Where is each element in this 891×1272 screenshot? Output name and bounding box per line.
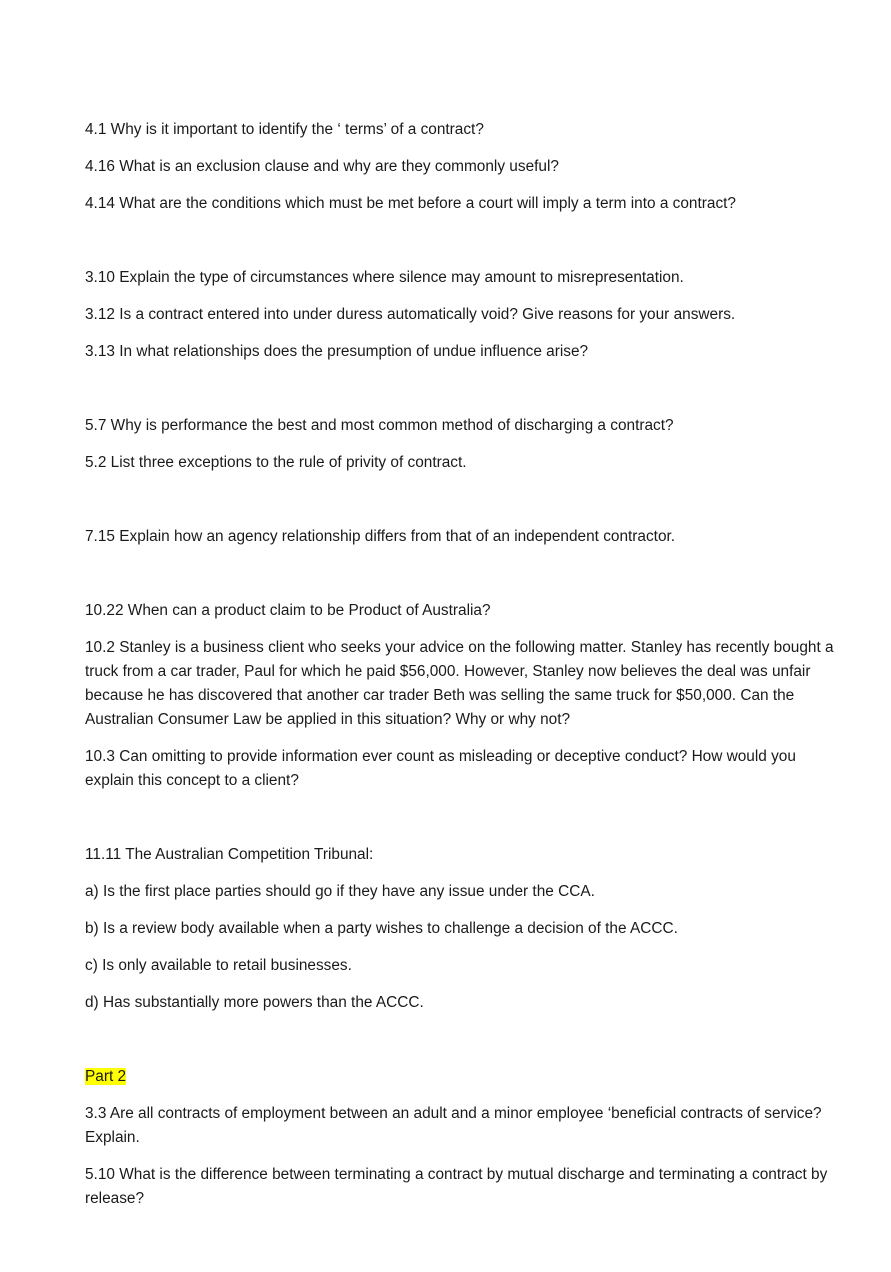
question-5-10: 5.10 What is the difference between terminating a contract by mutual discharge and terminating a contract by release?	[85, 1166, 828, 1207]
question-3-3: 3.3 Are all contracts of employment between an adult and a minor employee ‘beneficial contracts of service? Explain.	[85, 1105, 822, 1146]
question-4-14: 4.14 What are the conditions which must be met before a court will imply a term into a contract?	[85, 195, 736, 212]
part-2-highlight: Part 2	[85, 1068, 127, 1085]
question-10-22: 10.22 When can a product claim to be Product of Australia?	[85, 602, 491, 619]
option-b: b) Is a review body available when a party wishes to challenge a decision of the ACCC.	[85, 920, 678, 937]
question-10-2: 10.2 Stanley is a business client who seeks your advice on the following matter. Stanley has recently bought a truck from a car trader, Paul for which he paid $56,000. However, Stanley now believes the deal was unfair because he has discovered that another car trader Beth was selling the same truck for $50,000. Can the Australian Consumer Law be applied in this situation? Why or why not?	[85, 639, 834, 728]
option-d: d) Has substantially more powers than the ACCC.	[85, 994, 424, 1011]
question-10-3: 10.3 Can omitting to provide information ever count as misleading or deceptive conduct? How would you explain this concept to a client?	[85, 748, 796, 789]
question-11-11: 11.11 The Australian Competition Tribunal:	[85, 846, 374, 863]
question-5-2: 5.2 List three exceptions to the rule of privity of contract.	[85, 454, 467, 471]
question-7-15: 7.15 Explain how an agency relationship differs from that of an independent contractor.	[85, 528, 676, 545]
question-3-10: 3.10 Explain the type of circumstances where silence may amount to misrepresentation.	[85, 269, 684, 286]
option-c: c) Is only available to retail businesses.	[85, 957, 352, 974]
question-4-16: 4.16 What is an exclusion clause and why are they commonly useful?	[85, 158, 559, 175]
question-3-13: 3.13 In what relationships does the presumption of undue influence arise?	[85, 343, 589, 360]
option-a: a) Is the first place parties should go if they have any issue under the CCA.	[85, 883, 595, 900]
question-4-1: 4.1 Why is it important to identify the ‘ terms’ of a contract?	[85, 121, 484, 138]
document-page	[85, 118, 835, 1211]
part-2-heading	[85, 1065, 835, 1089]
question-5-7: 5.7 Why is performance the best and most common method of discharging a contract?	[85, 417, 674, 434]
question-3-12: 3.12 Is a contract entered into under duress automatically void? Give reasons for your answers.	[85, 306, 736, 323]
